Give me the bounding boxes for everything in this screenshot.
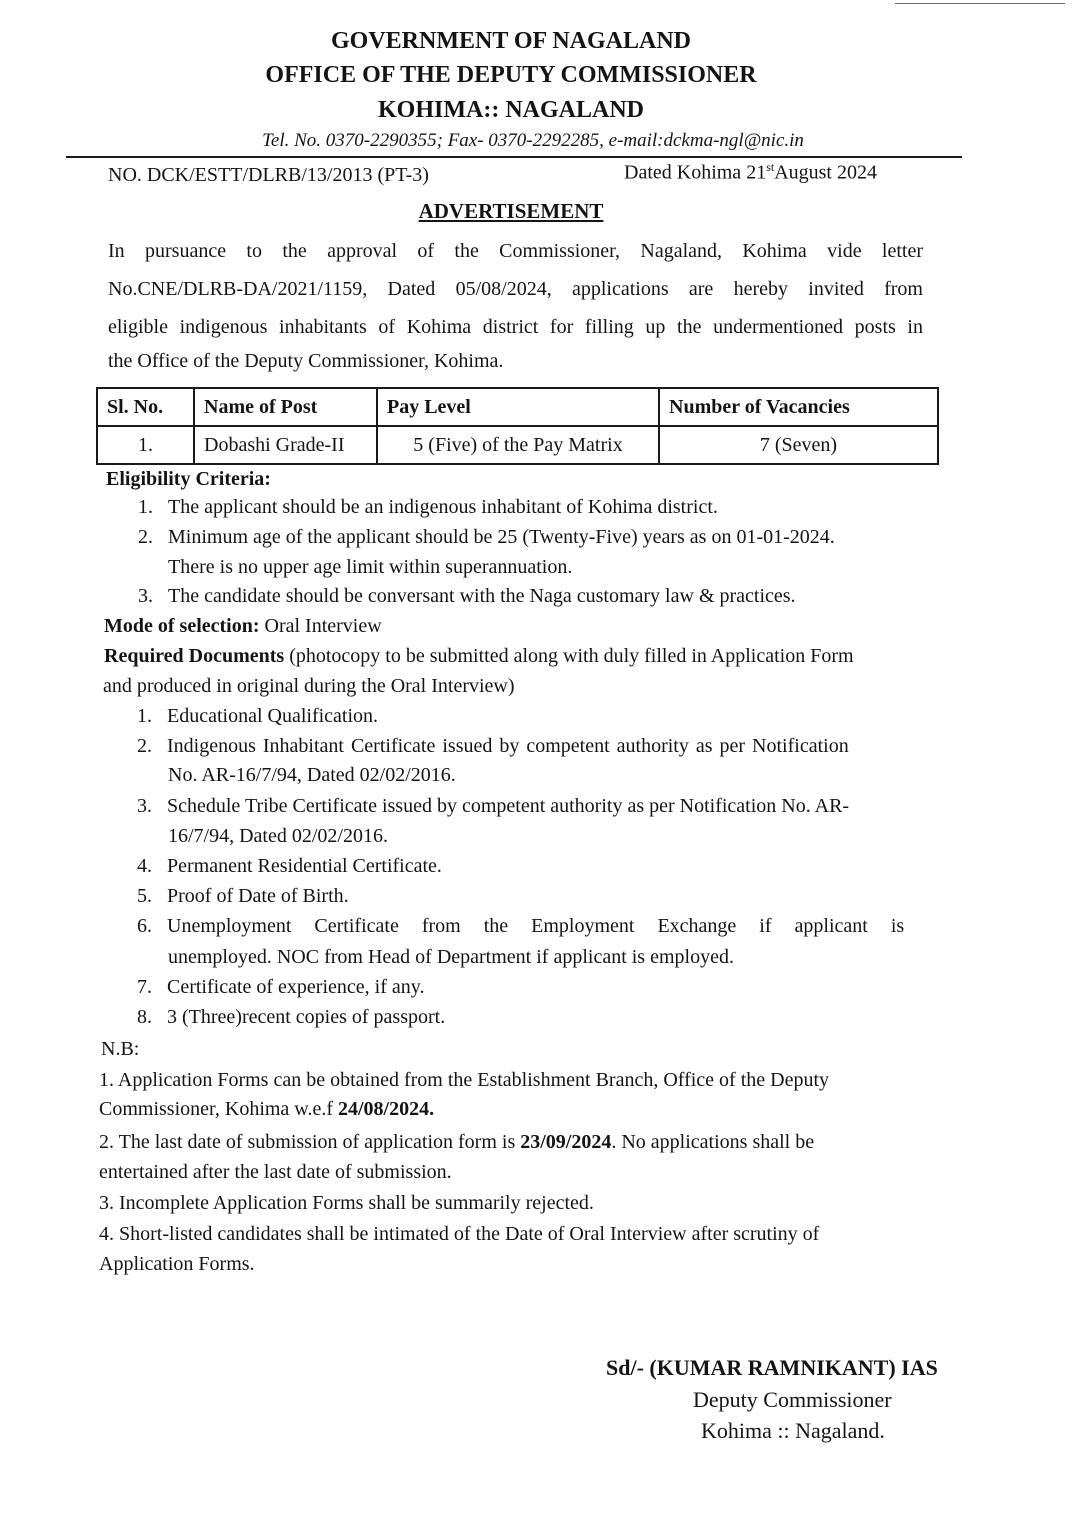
list-item-continuation: 16/7/94, Dated 02/02/2016. (168, 825, 388, 847)
list-item: 5. Proof of Date of Birth. (137, 885, 349, 907)
nb-point-2: 2. The last date of submission of application form is 23/09/2024. No applications shall be (99, 1131, 815, 1153)
header-contact: Tel. No. 0370-2290355; Fax- 0370-2292285, e-mail:dckma-ngl@nic.in (262, 130, 804, 151)
reference-number: NO. DCK/ESTT/DLRB/13/2013 (PT-3) (108, 164, 429, 186)
table-row (97, 426, 938, 464)
list-item: 7. Certificate of experience, if any. (137, 976, 425, 998)
issue-date: Dated Kohima 21stAugust 2024 (624, 160, 877, 184)
list-item-continuation: No. AR-16/7/94, Dated 02/02/2016. (168, 764, 456, 786)
col-vacancies: Number of Vacancies (659, 388, 938, 426)
header-government: GOVERNMENT OF NAGALAND (330, 28, 691, 54)
list-item: 2. Minimum age of the applicant should be 25 (Twenty-Five) years as on 01-01-2024. (138, 526, 835, 548)
intro-line-3: eligible indigenous inhabitants of Kohima district for filling up the undermentioned posts in (108, 316, 923, 338)
signatory-designation: Deputy Commissioner (693, 1387, 892, 1412)
list-item: 3. The candidate should be conversant with the Naga customary law & practices. (138, 585, 796, 607)
signatory-name: Sd/- (KUMAR RAMNIKANT) IAS (606, 1355, 938, 1380)
cell-post-name: Dobashi Grade-II (194, 426, 377, 464)
col-name-of-post: Name of Post (194, 388, 377, 426)
list-item: 6. Unemployment Certificate from the Employment Exchange if applicant is (137, 915, 905, 937)
mode-of-selection: Mode of selection: Oral Interview (104, 615, 382, 637)
nb-point-3: 3. Incomplete Application Forms shall be summarily rejected. (99, 1192, 594, 1214)
list-item: 3. Schedule Tribe Certificate issued by competent authority as per Notification No. AR- (137, 795, 850, 817)
cell-vacancies: 7 (Seven) (659, 426, 938, 464)
header-divider (66, 156, 962, 158)
nb-point-4-cont: Application Forms. (99, 1253, 255, 1275)
list-item: 2. Indigenous Inhabitant Certificate issued by competent authority as per Notification (137, 735, 849, 757)
cell-sl-no: 1. (97, 426, 194, 464)
intro-line-1: In pursuance to the approval of the Commissioner, Nagaland, Kohima vide letter (108, 240, 923, 262)
nb-point-4: 4. Short-listed candidates shall be intimated of the Date of Oral Interview after scrutiny of (99, 1223, 820, 1245)
list-item: 8. 3 (Three)recent copies of passport. (137, 1006, 446, 1028)
table-header-row (97, 388, 938, 426)
nb-heading: N.B: (101, 1038, 140, 1060)
document-title: ADVERTISEMENT (418, 199, 604, 223)
eligibility-heading: Eligibility Criteria: (106, 468, 271, 490)
col-sl-no: Sl. No. (97, 388, 194, 426)
required-documents-intro-2: and produced in original during the Oral Interview) (103, 675, 515, 697)
col-pay-level: Pay Level (377, 388, 659, 426)
posts-table (96, 387, 939, 465)
cell-pay-level: 5 (Five) of the Pay Matrix (377, 426, 659, 464)
nb-point-2-cont: entertained after the last date of submission. (99, 1161, 452, 1183)
signatory-place: Kohima :: Nagaland. (701, 1418, 885, 1443)
header-office: OFFICE OF THE DEPUTY COMMISSIONER (265, 62, 757, 88)
list-item: 1. The applicant should be an indigenous inhabitant of Kohima district. (138, 496, 718, 518)
required-documents-intro: Required Documents (photocopy to be submitted along with duly filled in Application Form (104, 645, 854, 667)
list-item: 4. Permanent Residential Certificate. (137, 855, 442, 877)
nb-point-1: 1. Application Forms can be obtained from the Establishment Branch, Office of the Deputy (99, 1069, 830, 1091)
scan-edge-line (895, 3, 1065, 4)
list-item-continuation: unemployed. NOC from Head of Department if applicant is employed. (168, 946, 734, 968)
list-item-continuation: There is no upper age limit within superannuation. (168, 556, 573, 578)
header-location: KOHIMA:: NAGALAND (378, 97, 644, 123)
intro-line-4: the Office of the Deputy Commissioner, Kohima. (108, 350, 504, 372)
nb-point-1-cont: Commissioner, Kohima w.e.f 24/08/2024. (99, 1098, 435, 1120)
intro-line-2: No.CNE/DLRB-DA/2021/1159, Dated 05/08/2024, applications are hereby invited from (108, 278, 923, 300)
list-item: 1. Educational Qualification. (137, 705, 379, 727)
